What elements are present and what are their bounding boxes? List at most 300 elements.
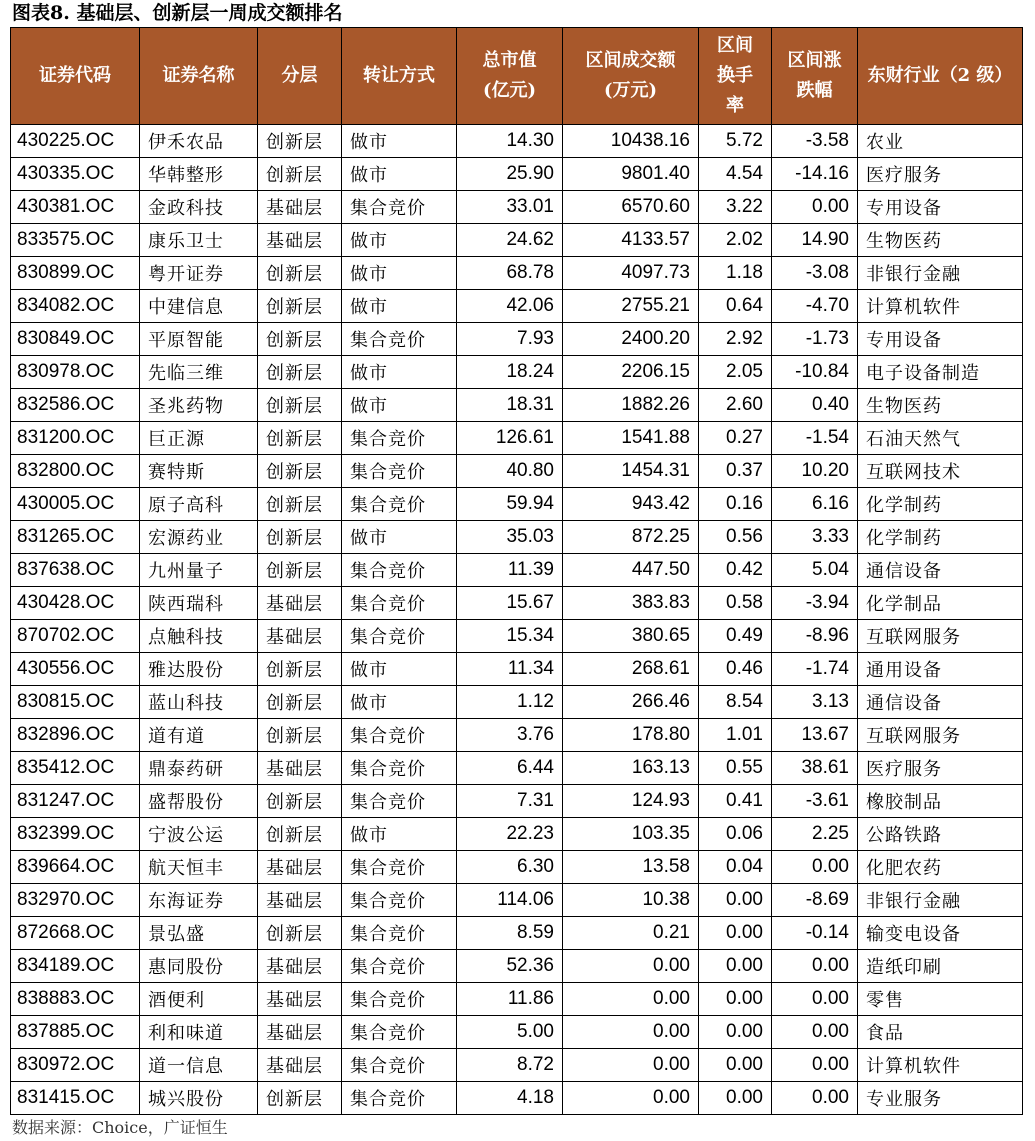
cell-price-change: 0.00 <box>772 1082 858 1115</box>
cell-name: 利和味道 <box>140 1016 258 1049</box>
cell-price-change: -0.14 <box>772 917 858 950</box>
cell-code: 872668.OC <box>11 917 140 950</box>
table-row <box>11 818 1023 851</box>
cell-tier: 创新层 <box>258 257 342 290</box>
cell-industry: 化学制品 <box>858 587 1023 620</box>
cell-price-change: -3.08 <box>772 257 858 290</box>
table-row <box>11 1049 1023 1082</box>
cell-market-cap: 6.30 <box>457 851 563 884</box>
cell-code: 830899.OC <box>11 257 140 290</box>
cell-code: 839664.OC <box>11 851 140 884</box>
table-row <box>11 1082 1023 1115</box>
cell-code: 837885.OC <box>11 1016 140 1049</box>
cell-turnover-rate: 0.56 <box>699 521 772 554</box>
table-row <box>11 1016 1023 1049</box>
ranking-table <box>10 27 1023 1115</box>
cell-transfer-method: 集合竞价 <box>342 1016 457 1049</box>
cell-turnover-rate: 0.06 <box>699 818 772 851</box>
cell-name: 盛帮股份 <box>140 785 258 818</box>
cell-industry: 化学制药 <box>858 488 1023 521</box>
cell-name: 平原智能 <box>140 323 258 356</box>
header-code: 证券代码 <box>11 28 140 125</box>
table-row <box>11 752 1023 785</box>
header-market-cap: 总市值 (亿元) <box>457 28 563 125</box>
cell-price-change: 3.33 <box>772 521 858 554</box>
cell-transfer-method: 做市 <box>342 521 457 554</box>
cell-industry: 化学制药 <box>858 521 1023 554</box>
cell-price-change: -3.61 <box>772 785 858 818</box>
cell-turnover-rate: 0.55 <box>699 752 772 785</box>
cell-tier: 基础层 <box>258 191 342 224</box>
cell-code: 831247.OC <box>11 785 140 818</box>
cell-market-cap: 40.80 <box>457 455 563 488</box>
cell-name: 宁波公运 <box>140 818 258 851</box>
cell-market-cap: 8.59 <box>457 917 563 950</box>
cell-code: 830972.OC <box>11 1049 140 1082</box>
cell-turnover-rate: 2.05 <box>699 356 772 389</box>
cell-industry: 非银行金融 <box>858 257 1023 290</box>
cell-transfer-method: 集合竞价 <box>342 587 457 620</box>
cell-price-change: 13.67 <box>772 719 858 752</box>
cell-transfer-method: 做市 <box>342 356 457 389</box>
cell-tier: 基础层 <box>258 983 342 1016</box>
cell-tier: 基础层 <box>258 1049 342 1082</box>
cell-turnover-rate: 0.64 <box>699 290 772 323</box>
cell-turnover-rate: 0.00 <box>699 917 772 950</box>
cell-tier: 基础层 <box>258 950 342 983</box>
cell-price-change: -8.69 <box>772 884 858 917</box>
table-row <box>11 257 1023 290</box>
cell-name: 赛特斯 <box>140 455 258 488</box>
cell-industry: 输变电设备 <box>858 917 1023 950</box>
cell-industry: 医疗服务 <box>858 158 1023 191</box>
cell-code: 430381.OC <box>11 191 140 224</box>
cell-turnover-rate: 0.58 <box>699 587 772 620</box>
table-row <box>11 983 1023 1016</box>
cell-turnover-rate: 2.02 <box>699 224 772 257</box>
cell-transfer-method: 集合竞价 <box>342 917 457 950</box>
cell-price-change: 2.25 <box>772 818 858 851</box>
cell-price-change: 38.61 <box>772 752 858 785</box>
cell-transfer-method: 集合竞价 <box>342 1049 457 1082</box>
cell-market-cap: 42.06 <box>457 290 563 323</box>
cell-turnover-rate: 1.18 <box>699 257 772 290</box>
header-name: 证券名称 <box>140 28 258 125</box>
cell-price-change: 0.00 <box>772 950 858 983</box>
cell-turnover-amount: 2206.15 <box>563 356 699 389</box>
cell-turnover-amount: 266.46 <box>563 686 699 719</box>
cell-code: 831415.OC <box>11 1082 140 1115</box>
cell-tier: 创新层 <box>258 125 342 158</box>
cell-name: 道有道 <box>140 719 258 752</box>
cell-tier: 基础层 <box>258 620 342 653</box>
table-header-row <box>11 28 1023 125</box>
cell-turnover-amount: 4133.57 <box>563 224 699 257</box>
table-body <box>11 125 1023 1115</box>
table-row <box>11 125 1023 158</box>
cell-name: 宏源药业 <box>140 521 258 554</box>
cell-code: 831265.OC <box>11 521 140 554</box>
cell-industry: 专用设备 <box>858 191 1023 224</box>
cell-market-cap: 18.24 <box>457 356 563 389</box>
header-turnover-amount: 区间成交额 (万元) <box>563 28 699 125</box>
cell-turnover-amount: 10438.16 <box>563 125 699 158</box>
cell-turnover-amount: 4097.73 <box>563 257 699 290</box>
cell-transfer-method: 集合竞价 <box>342 785 457 818</box>
cell-transfer-method: 做市 <box>342 818 457 851</box>
cell-transfer-method: 集合竞价 <box>342 1082 457 1115</box>
table-row <box>11 356 1023 389</box>
table-row <box>11 158 1023 191</box>
cell-turnover-rate: 0.00 <box>699 1016 772 1049</box>
cell-industry: 化肥农药 <box>858 851 1023 884</box>
cell-turnover-amount: 178.80 <box>563 719 699 752</box>
cell-transfer-method: 做市 <box>342 257 457 290</box>
cell-industry: 专业服务 <box>858 1082 1023 1115</box>
cell-turnover-rate: 4.54 <box>699 158 772 191</box>
cell-market-cap: 68.78 <box>457 257 563 290</box>
cell-code: 832800.OC <box>11 455 140 488</box>
cell-name: 城兴股份 <box>140 1082 258 1115</box>
cell-turnover-rate: 0.16 <box>699 488 772 521</box>
table-row <box>11 488 1023 521</box>
table-row <box>11 884 1023 917</box>
cell-turnover-rate: 0.00 <box>699 950 772 983</box>
cell-market-cap: 59.94 <box>457 488 563 521</box>
cell-tier: 创新层 <box>258 818 342 851</box>
cell-name: 蓝山科技 <box>140 686 258 719</box>
cell-code: 832896.OC <box>11 719 140 752</box>
cell-name: 雅达股份 <box>140 653 258 686</box>
cell-turnover-rate: 0.00 <box>699 1049 772 1082</box>
cell-tier: 创新层 <box>258 785 342 818</box>
table-row <box>11 422 1023 455</box>
cell-tier: 创新层 <box>258 389 342 422</box>
cell-industry: 非银行金融 <box>858 884 1023 917</box>
table-row <box>11 290 1023 323</box>
cell-name: 道一信息 <box>140 1049 258 1082</box>
header-tier: 分层 <box>258 28 342 125</box>
header-turnover-rate: 区间 换手 率 <box>699 28 772 125</box>
cell-turnover-rate: 2.92 <box>699 323 772 356</box>
cell-turnover-rate: 0.41 <box>699 785 772 818</box>
cell-turnover-amount: 0.00 <box>563 1016 699 1049</box>
cell-market-cap: 3.76 <box>457 719 563 752</box>
cell-market-cap: 5.00 <box>457 1016 563 1049</box>
cell-code: 830815.OC <box>11 686 140 719</box>
cell-turnover-rate: 0.46 <box>699 653 772 686</box>
cell-tier: 创新层 <box>258 158 342 191</box>
cell-tier: 创新层 <box>258 422 342 455</box>
cell-turnover-rate: 0.42 <box>699 554 772 587</box>
cell-name: 原子高科 <box>140 488 258 521</box>
cell-industry: 通信设备 <box>858 686 1023 719</box>
cell-price-change: 0.00 <box>772 191 858 224</box>
cell-transfer-method: 集合竞价 <box>342 884 457 917</box>
cell-market-cap: 6.44 <box>457 752 563 785</box>
cell-turnover-amount: 1541.88 <box>563 422 699 455</box>
cell-turnover-rate: 1.01 <box>699 719 772 752</box>
cell-market-cap: 11.34 <box>457 653 563 686</box>
cell-tier: 创新层 <box>258 686 342 719</box>
cell-code: 833575.OC <box>11 224 140 257</box>
cell-market-cap: 11.39 <box>457 554 563 587</box>
table-row <box>11 653 1023 686</box>
cell-name: 鼎泰药研 <box>140 752 258 785</box>
cell-name: 中建信息 <box>140 290 258 323</box>
cell-market-cap: 14.30 <box>457 125 563 158</box>
cell-code: 834189.OC <box>11 950 140 983</box>
table-row <box>11 719 1023 752</box>
cell-market-cap: 52.36 <box>457 950 563 983</box>
cell-price-change: -8.96 <box>772 620 858 653</box>
cell-turnover-rate: 8.54 <box>699 686 772 719</box>
cell-market-cap: 15.34 <box>457 620 563 653</box>
cell-name: 航天恒丰 <box>140 851 258 884</box>
cell-code: 834082.OC <box>11 290 140 323</box>
cell-name: 伊禾农品 <box>140 125 258 158</box>
cell-transfer-method: 做市 <box>342 686 457 719</box>
cell-price-change: 0.00 <box>772 1016 858 1049</box>
cell-price-change: -3.58 <box>772 125 858 158</box>
cell-turnover-amount: 0.00 <box>563 950 699 983</box>
cell-name: 华韩整形 <box>140 158 258 191</box>
cell-turnover-amount: 6570.60 <box>563 191 699 224</box>
cell-market-cap: 8.72 <box>457 1049 563 1082</box>
cell-transfer-method: 集合竞价 <box>342 752 457 785</box>
cell-turnover-amount: 872.25 <box>563 521 699 554</box>
cell-name: 巨正源 <box>140 422 258 455</box>
cell-name: 点触科技 <box>140 620 258 653</box>
cell-industry: 计算机软件 <box>858 1049 1023 1082</box>
cell-industry: 零售 <box>858 983 1023 1016</box>
cell-tier: 基础层 <box>258 752 342 785</box>
cell-name: 金政科技 <box>140 191 258 224</box>
cell-transfer-method: 集合竞价 <box>342 950 457 983</box>
cell-transfer-method: 集合竞价 <box>342 455 457 488</box>
cell-name: 先临三维 <box>140 356 258 389</box>
cell-turnover-rate: 0.00 <box>699 1082 772 1115</box>
cell-price-change: -1.54 <box>772 422 858 455</box>
cell-turnover-amount: 447.50 <box>563 554 699 587</box>
cell-tier: 创新层 <box>258 356 342 389</box>
cell-name: 惠同股份 <box>140 950 258 983</box>
cell-tier: 创新层 <box>258 455 342 488</box>
cell-tier: 基础层 <box>258 224 342 257</box>
cell-price-change: 5.04 <box>772 554 858 587</box>
cell-market-cap: 114.06 <box>457 884 563 917</box>
cell-price-change: 6.16 <box>772 488 858 521</box>
table-row <box>11 950 1023 983</box>
cell-market-cap: 11.86 <box>457 983 563 1016</box>
table-row <box>11 521 1023 554</box>
cell-turnover-amount: 943.42 <box>563 488 699 521</box>
cell-turnover-amount: 9801.40 <box>563 158 699 191</box>
cell-name: 圣兆药物 <box>140 389 258 422</box>
cell-code: 838883.OC <box>11 983 140 1016</box>
cell-code: 870702.OC <box>11 620 140 653</box>
cell-turnover-amount: 0.00 <box>563 983 699 1016</box>
table-row <box>11 554 1023 587</box>
figure-title: 图表8. 基础层、创新层一周成交额排名 <box>12 2 343 24</box>
cell-turnover-rate: 0.04 <box>699 851 772 884</box>
cell-name: 九州量子 <box>140 554 258 587</box>
cell-tier: 基础层 <box>258 1016 342 1049</box>
cell-turnover-rate: 2.60 <box>699 389 772 422</box>
cell-market-cap: 33.01 <box>457 191 563 224</box>
cell-market-cap: 35.03 <box>457 521 563 554</box>
cell-turnover-amount: 380.65 <box>563 620 699 653</box>
cell-turnover-amount: 1454.31 <box>563 455 699 488</box>
table-row <box>11 620 1023 653</box>
cell-tier: 创新层 <box>258 521 342 554</box>
table-row <box>11 389 1023 422</box>
cell-tier: 基础层 <box>258 884 342 917</box>
cell-tier: 创新层 <box>258 323 342 356</box>
cell-turnover-amount: 10.38 <box>563 884 699 917</box>
cell-market-cap: 25.90 <box>457 158 563 191</box>
cell-industry: 食品 <box>858 1016 1023 1049</box>
cell-turnover-amount: 103.35 <box>563 818 699 851</box>
cell-market-cap: 22.23 <box>457 818 563 851</box>
cell-industry: 互联网技术 <box>858 455 1023 488</box>
table-row <box>11 323 1023 356</box>
cell-code: 835412.OC <box>11 752 140 785</box>
cell-name: 陕西瑞科 <box>140 587 258 620</box>
cell-price-change: -1.74 <box>772 653 858 686</box>
cell-turnover-rate: 0.00 <box>699 983 772 1016</box>
cell-transfer-method: 做市 <box>342 389 457 422</box>
cell-industry: 专用设备 <box>858 323 1023 356</box>
cell-price-change: 14.90 <box>772 224 858 257</box>
cell-transfer-method: 做市 <box>342 158 457 191</box>
cell-turnover-rate: 0.37 <box>699 455 772 488</box>
cell-transfer-method: 集合竞价 <box>342 422 457 455</box>
cell-turnover-amount: 1882.26 <box>563 389 699 422</box>
cell-transfer-method: 集合竞价 <box>342 983 457 1016</box>
cell-transfer-method: 集合竞价 <box>342 323 457 356</box>
cell-transfer-method: 集合竞价 <box>342 620 457 653</box>
cell-price-change: -10.84 <box>772 356 858 389</box>
cell-tier: 创新层 <box>258 488 342 521</box>
cell-industry: 互联网服务 <box>858 719 1023 752</box>
cell-turnover-rate: 5.72 <box>699 125 772 158</box>
table-row <box>11 224 1023 257</box>
cell-industry: 生物医药 <box>858 389 1023 422</box>
data-source-note: 数据来源：Choice，广证恒生 <box>12 1118 228 1137</box>
cell-price-change: -4.70 <box>772 290 858 323</box>
cell-code: 837638.OC <box>11 554 140 587</box>
cell-tier: 创新层 <box>258 917 342 950</box>
table-row <box>11 191 1023 224</box>
table-row <box>11 686 1023 719</box>
cell-turnover-amount: 2755.21 <box>563 290 699 323</box>
cell-name: 酒便利 <box>140 983 258 1016</box>
cell-turnover-amount: 0.00 <box>563 1082 699 1115</box>
cell-tier: 创新层 <box>258 290 342 323</box>
cell-turnover-rate: 0.00 <box>699 884 772 917</box>
cell-transfer-method: 集合竞价 <box>342 554 457 587</box>
cell-turnover-rate: 0.27 <box>699 422 772 455</box>
cell-price-change: 10.20 <box>772 455 858 488</box>
cell-industry: 医疗服务 <box>858 752 1023 785</box>
cell-industry: 生物医药 <box>858 224 1023 257</box>
cell-code: 832970.OC <box>11 884 140 917</box>
cell-industry: 通用设备 <box>858 653 1023 686</box>
cell-transfer-method: 集合竞价 <box>342 851 457 884</box>
cell-name: 康乐卫士 <box>140 224 258 257</box>
cell-code: 832399.OC <box>11 818 140 851</box>
table-row <box>11 917 1023 950</box>
cell-turnover-amount: 124.93 <box>563 785 699 818</box>
header-price-change: 区间涨 跌幅 <box>772 28 858 125</box>
cell-transfer-method: 做市 <box>342 125 457 158</box>
table-row <box>11 851 1023 884</box>
cell-code: 832586.OC <box>11 389 140 422</box>
cell-tier: 创新层 <box>258 1082 342 1115</box>
cell-turnover-rate: 0.49 <box>699 620 772 653</box>
cell-turnover-amount: 383.83 <box>563 587 699 620</box>
table-row <box>11 455 1023 488</box>
cell-code: 830849.OC <box>11 323 140 356</box>
cell-code: 831200.OC <box>11 422 140 455</box>
cell-price-change: 0.40 <box>772 389 858 422</box>
cell-market-cap: 18.31 <box>457 389 563 422</box>
cell-turnover-amount: 0.21 <box>563 917 699 950</box>
cell-code: 430556.OC <box>11 653 140 686</box>
cell-tier: 创新层 <box>258 719 342 752</box>
cell-turnover-amount: 13.58 <box>563 851 699 884</box>
cell-industry: 橡胶制品 <box>858 785 1023 818</box>
cell-industry: 电子设备制造 <box>858 356 1023 389</box>
cell-transfer-method: 集合竞价 <box>342 719 457 752</box>
cell-code: 430335.OC <box>11 158 140 191</box>
cell-market-cap: 7.31 <box>457 785 563 818</box>
table-row <box>11 587 1023 620</box>
cell-transfer-method: 做市 <box>342 224 457 257</box>
cell-turnover-amount: 268.61 <box>563 653 699 686</box>
cell-industry: 计算机软件 <box>858 290 1023 323</box>
cell-price-change: -14.16 <box>772 158 858 191</box>
cell-code: 830978.OC <box>11 356 140 389</box>
cell-market-cap: 126.61 <box>457 422 563 455</box>
cell-market-cap: 7.93 <box>457 323 563 356</box>
cell-transfer-method: 集合竞价 <box>342 488 457 521</box>
cell-code: 430225.OC <box>11 125 140 158</box>
cell-price-change: -1.73 <box>772 323 858 356</box>
cell-price-change: 0.00 <box>772 983 858 1016</box>
cell-turnover-amount: 0.00 <box>563 1049 699 1082</box>
cell-tier: 基础层 <box>258 851 342 884</box>
cell-market-cap: 4.18 <box>457 1082 563 1115</box>
cell-turnover-amount: 2400.20 <box>563 323 699 356</box>
cell-price-change: -3.94 <box>772 587 858 620</box>
cell-code: 430428.OC <box>11 587 140 620</box>
cell-turnover-amount: 163.13 <box>563 752 699 785</box>
cell-turnover-rate: 3.22 <box>699 191 772 224</box>
cell-industry: 造纸印刷 <box>858 950 1023 983</box>
cell-price-change: 3.13 <box>772 686 858 719</box>
cell-industry: 通信设备 <box>858 554 1023 587</box>
table-row <box>11 785 1023 818</box>
cell-industry: 互联网服务 <box>858 620 1023 653</box>
cell-price-change: 0.00 <box>772 851 858 884</box>
cell-tier: 创新层 <box>258 653 342 686</box>
cell-market-cap: 1.12 <box>457 686 563 719</box>
cell-name: 景弘盛 <box>140 917 258 950</box>
cell-transfer-method: 做市 <box>342 653 457 686</box>
header-industry: 东财行业（2 级） <box>858 28 1023 125</box>
